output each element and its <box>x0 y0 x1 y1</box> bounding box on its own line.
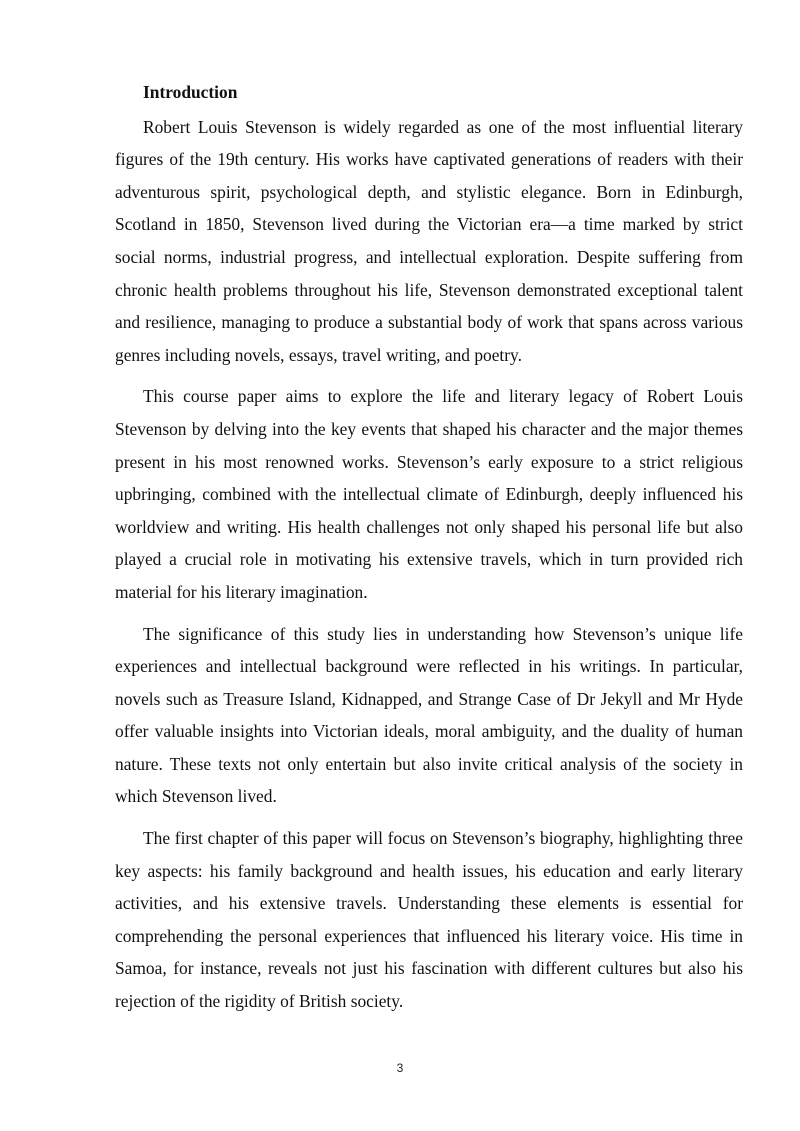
paragraph-4: The first chapter of this paper will focus on Stevenson’s biography, highlighting three key aspects: his family background and health issues, his education and early literary activities, and his extensive travels. Understanding these elements is essential for comprehending the personal experiences that influenced his literary voice. His time in Samoa, for instance, reveals not just his fascination with different cultures but also his rejection of the rigidity of British society. <box>115 828 743 1012</box>
page-number: 3 <box>396 1061 404 1075</box>
paragraph-3: The significance of this study lies in understanding how Stevenson’s unique life experiences and intellectual background were reflected in his writings. In particular, novels such as Treasure Island, Kidnapped, and Strange Case of Dr Jekyll and Mr Hyde offer valuable insights into Victorian ideals, moral ambiguity, and the duality of human nature. These texts not only entertain but also invite critical analysis of the society in which Stevenson lived. <box>115 623 743 807</box>
page-body <box>115 76 743 1027</box>
section-heading: Introduction <box>143 82 238 102</box>
paragraph-1: Robert Louis Stevenson is widely regarded as one of the most influential literary figures of the 19th century. His works have captivated generations of readers with their adventurous spirit, psychological depth, and stylistic elegance. Born in Edinburgh, Scotland in 1850, Stevenson lived during the Victorian era—a time marked by strict social norms, industrial progress, and intellectual exploration. Despite suffering from chronic health problems throughout his life, Stevenson demonstrated exceptional talent and resilience, managing to produce a substantial body of work that spans across various genres including novels, essays, travel writing, and poetry. <box>115 116 743 365</box>
paragraph-2: This course paper aims to explore the life and literary legacy of Robert Louis Stevenson by delving into the key events that shaped his character and the major themes present in his most renowned works. Stevenson’s early exposure to a strict religious upbringing, combined with the intellectual climate of Edinburgh, deeply influenced his worldview and writing. His health challenges not only shaped his personal life but also played a crucial role in motivating his extensive travels, which in turn provided rich material for his literary imagination. <box>115 386 743 602</box>
